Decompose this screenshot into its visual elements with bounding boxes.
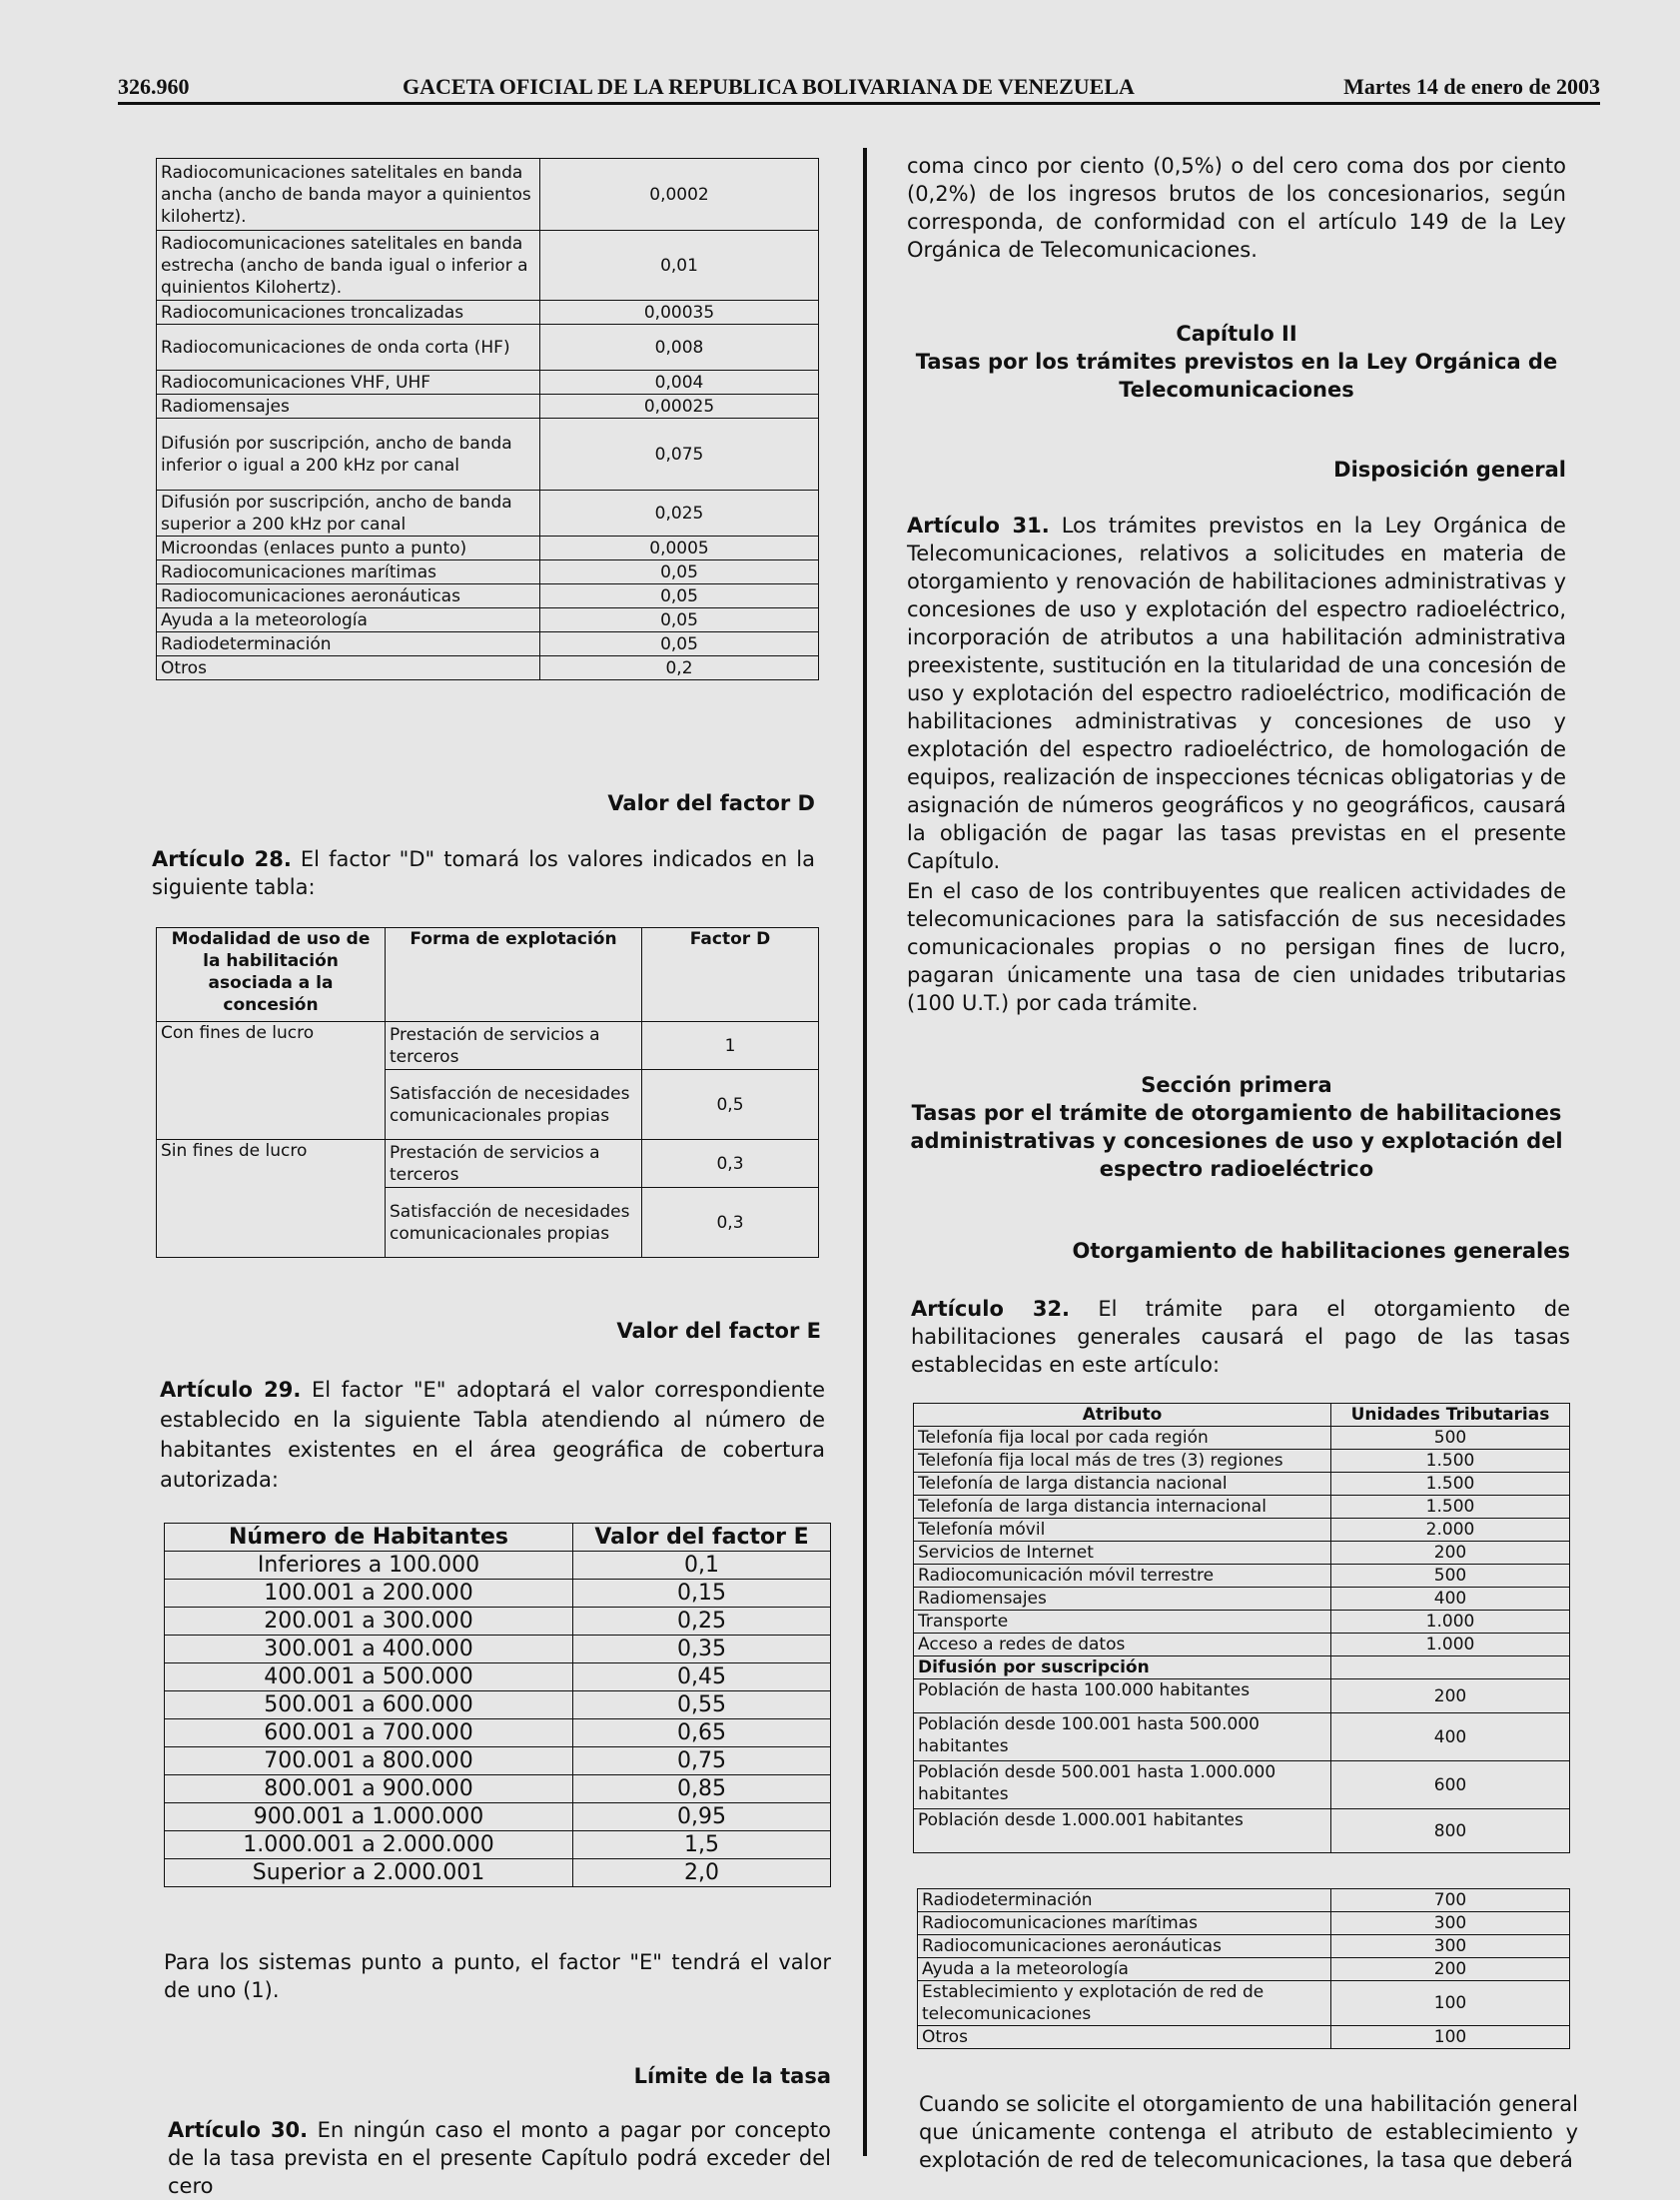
page-header — [118, 70, 1600, 105]
habilitaciones-header-atributo: Atributo — [914, 1404, 1331, 1427]
section-title: Tasas por el trámite de otorgamiento de habilitaciones administrativas y concesiones de uso y explotación del espectro radioeléctrico — [910, 1101, 1563, 1181]
factor-c-row — [157, 608, 819, 632]
article-30 — [168, 2116, 831, 2200]
factor-c-service: Radiodeterminación — [157, 632, 540, 656]
habilitacion-row — [914, 1496, 1570, 1519]
difusion-tier-label: Población de hasta 100.000 habitantes — [914, 1679, 1331, 1713]
factor-e-valor: 0,95 — [573, 1803, 831, 1831]
factor-e-habitantes: 1.000.001 a 2.000.000 — [165, 1831, 573, 1859]
difusion-tier-row — [914, 1761, 1570, 1809]
factor-d-row3-value: 0,3 — [642, 1140, 819, 1188]
factor-e-valor: 0,45 — [573, 1663, 831, 1691]
factor-c-table — [156, 158, 819, 680]
habilitaciones-table — [913, 1403, 1570, 1853]
factor-c-service: Radiocomunicaciones marítimas — [157, 560, 540, 584]
habilitacion-atributo: Transporte — [914, 1611, 1331, 1634]
factor-c-row — [157, 159, 819, 231]
factor-e-valor: 0,75 — [573, 1747, 831, 1775]
gazette-title: GACETA OFICIAL DE LA REPUBLICA BOLIVARIANA DE VENEZUELA — [403, 74, 1135, 99]
limite-heading: Límite de la tasa — [633, 2064, 831, 2088]
habilitacion-atributo: Telefonía fija local más de tres (3) regiones — [914, 1450, 1331, 1473]
difusion-tier-label: Población desde 100.001 hasta 500.000 habitantes — [914, 1713, 1331, 1761]
factor-c-row — [157, 632, 819, 656]
factor-c-row — [157, 584, 819, 608]
factor-c-row — [157, 656, 819, 680]
article-30-continuation: coma cinco por ciento (0,5%) o del cero coma dos por ciento (0,2%) de los ingresos brutos de los concesionarios, según corresponda, de conformidad con el artículo 149 de la Ley Orgánica de Telecomunicaciones. — [907, 154, 1566, 262]
habilitacion-row-2 — [918, 1935, 1570, 1958]
habilitacion-ut: 1.500 — [1331, 1473, 1570, 1496]
article-32-text: El trámite para el otorgamiento de habilitaciones generales causará el pago de las tasas establecidas en este artículo: — [911, 1297, 1570, 1377]
factor-c-value: 0,05 — [540, 560, 819, 584]
factor-c-value: 0,0002 — [540, 159, 819, 231]
factor-e-valor: 0,1 — [573, 1552, 831, 1580]
factor-e-habitantes: 200.001 a 300.000 — [165, 1608, 573, 1636]
habilitacion-row — [914, 1427, 1570, 1450]
factor-e-row — [165, 1775, 831, 1803]
factor-c-service: Difusión por suscripción, ancho de banda superior a 200 kHz por canal — [157, 491, 540, 537]
article-31 — [907, 512, 1566, 875]
factor-e-row — [165, 1663, 831, 1691]
factor-d-group-sin-lucro: Sin fines de lucro — [157, 1140, 386, 1258]
factor-e-row — [165, 1608, 831, 1636]
habilitacion-row — [914, 1542, 1570, 1565]
difusion-tier-ut: 800 — [1331, 1809, 1570, 1853]
article-29 — [160, 1375, 825, 1495]
habilitacion-atributo-2: Ayuda a la meteorología — [918, 1958, 1331, 1981]
final-paragraph: Cuando se solicite el otorgamiento de una habilitación general que únicamente contenga el atributo de establecimiento y explotación de red de telecomunicaciones, la tasa que deberá — [919, 2092, 1578, 2172]
factor-c-value: 0,00025 — [540, 395, 819, 419]
habilitacion-atributo: Acceso a redes de datos — [914, 1634, 1331, 1656]
factor-e-row — [165, 1552, 831, 1580]
habilitacion-row-2 — [918, 1912, 1570, 1935]
habilitacion-atributo: Telefonía de larga distancia internacional — [914, 1496, 1331, 1519]
article-29-text: El factor "E" adoptará el valor correspondiente establecido en la siguiente Tabla atendiendo al número de habitantes existentes en el área geográfica de cobertura autorizada: — [160, 1378, 825, 1492]
difusion-tier-label: Población desde 500.001 hasta 1.000.000 habitantes — [914, 1761, 1331, 1809]
factor-c-service: Radiocomunicaciones satelitales en banda estrecha (ancho de banda igual o inferior a quinientos Kilohertz). — [157, 231, 540, 301]
factor-c-value: 0,0005 — [540, 537, 819, 560]
habilitacion-row-2 — [918, 2026, 1570, 2049]
factor-d-row2-value: 0,5 — [642, 1070, 819, 1140]
factor-e-valor: 2,0 — [573, 1859, 831, 1887]
factor-e-row — [165, 1831, 831, 1859]
factor-e-habitantes: 100.001 a 200.000 — [165, 1580, 573, 1608]
habilitacion-row — [914, 1588, 1570, 1611]
factor-c-value: 0,008 — [540, 325, 819, 371]
chapter-number: Capítulo II — [1176, 322, 1297, 346]
factor-c-value: 0,05 — [540, 608, 819, 632]
habilitacion-ut: 2.000 — [1331, 1519, 1570, 1542]
factor-e-header-habitantes: Número de Habitantes — [165, 1524, 573, 1552]
factor-e-header-valor: Valor del factor E — [573, 1524, 831, 1552]
difusion-tier-ut: 400 — [1331, 1713, 1570, 1761]
article-31-text: Los trámites previstos en la Ley Orgánica de Telecomunicaciones, relativos a solicitudes en materia de otorgamiento y renovación de habilitaciones administrativas y concesiones de uso y explotación del espectro radioeléctrico, incorporación de atributos a una habilitación administrativa preexistente, sustitución en la titularidad de una concesión de uso y explotación del espectro radioeléctrico, modificación de habilitaciones administrativas y concesiones de uso y explotación del espectro radioeléctrico, de homologación de equipos, realización de inspecciones técnicas obligatorias y de asignación de números geográficos y no geográficos, causará la obligación de pagar las tasas previstas en el presente Capítulo. — [907, 514, 1566, 873]
habilitacion-ut-2: 100 — [1331, 2026, 1570, 2049]
factor-e-habitantes: 300.001 a 400.000 — [165, 1636, 573, 1663]
habilitacion-row — [914, 1450, 1570, 1473]
difusion-tier-row — [914, 1679, 1570, 1713]
difusion-tier-row — [914, 1713, 1570, 1761]
habilitacion-row — [914, 1611, 1570, 1634]
factor-e-habitantes: 400.001 a 500.000 — [165, 1663, 573, 1691]
habilitacion-atributo-2: Establecimiento y explotación de red de telecomunicaciones — [918, 1981, 1331, 2026]
difusion-tier-ut: 200 — [1331, 1679, 1570, 1713]
factor-c-row — [157, 537, 819, 560]
article-31-paragraph-2: En el caso de los contribuyentes que realicen actividades de telecomunicaciones para la satisfacción de sus necesidades comunicacionales propias o no persigan fines de lucro, pagaran únicamente una tasa de cien unidades tributarias (100 U.T.) por cada trámite. — [907, 879, 1566, 1015]
habilitacion-row-2 — [918, 1981, 1570, 2026]
factor-c-row — [157, 560, 819, 584]
factor-e-row — [165, 1691, 831, 1719]
factor-d-row4-value: 0,3 — [642, 1188, 819, 1258]
factor-c-service: Radiocomunicaciones aeronáuticas — [157, 584, 540, 608]
factor-d-table — [156, 927, 819, 1258]
habilitacion-ut-2: 300 — [1331, 1912, 1570, 1935]
habilitacion-atributo: Servicios de Internet — [914, 1542, 1331, 1565]
habilitacion-ut-2: 200 — [1331, 1958, 1570, 1981]
factor-c-value: 0,004 — [540, 371, 819, 395]
habilitacion-atributo-2: Radiocomunicaciones marítimas — [918, 1912, 1331, 1935]
factor-c-row — [157, 325, 819, 371]
factor-d-heading: Valor del factor D — [607, 791, 815, 815]
factor-e-heading: Valor del factor E — [616, 1319, 821, 1343]
factor-e-habitantes: 900.001 a 1.000.000 — [165, 1803, 573, 1831]
factor-c-value: 0,05 — [540, 632, 819, 656]
habilitacion-ut-2: 700 — [1331, 1889, 1570, 1912]
habilitacion-atributo: Telefonía fija local por cada región — [914, 1427, 1331, 1450]
difusion-tier-ut: 600 — [1331, 1761, 1570, 1809]
factor-d-row1-form: Prestación de servicios a terceros — [386, 1022, 642, 1070]
habilitacion-row — [914, 1473, 1570, 1496]
factor-d-row1-value: 1 — [642, 1022, 819, 1070]
factor-c-service: Microondas (enlaces punto a punto) — [157, 537, 540, 560]
factor-e-row — [165, 1803, 831, 1831]
habilitacion-atributo: Telefonía móvil — [914, 1519, 1331, 1542]
factor-c-service: Radiomensajes — [157, 395, 540, 419]
factor-c-service: Radiocomunicaciones VHF, UHF — [157, 371, 540, 395]
factor-e-habitantes: 500.001 a 600.000 — [165, 1691, 573, 1719]
habilitacion-atributo-2: Radiocomunicaciones aeronáuticas — [918, 1935, 1331, 1958]
habilitacion-ut: 1.000 — [1331, 1611, 1570, 1634]
habilitacion-row — [914, 1565, 1570, 1588]
article-32 — [911, 1295, 1570, 1379]
otorgamiento-heading: Otorgamiento de habilitaciones generales — [1072, 1239, 1570, 1263]
factor-c-value: 0,05 — [540, 584, 819, 608]
habilitacion-atributo-2: Otros — [918, 2026, 1331, 2049]
factor-c-service: Radiocomunicaciones troncalizadas — [157, 301, 540, 325]
factor-d-group-lucro: Con fines de lucro — [157, 1022, 386, 1140]
article-30-number: Artículo 30. — [168, 2118, 309, 2142]
factor-e-row — [165, 1636, 831, 1663]
page-number: 326.960 — [118, 74, 190, 99]
section-number: Sección primera — [1141, 1073, 1332, 1097]
habilitacion-ut: 1.500 — [1331, 1450, 1570, 1473]
habilitacion-atributo-2: Radiodeterminación — [918, 1889, 1331, 1912]
factor-e-row — [165, 1859, 831, 1887]
difusion-tier-row — [914, 1809, 1570, 1853]
factor-d-header-modalidad: Modalidad de uso de la habilitación asociada a la concesión — [157, 928, 386, 1022]
factor-c-row — [157, 301, 819, 325]
factor-e-valor: 1,5 — [573, 1831, 831, 1859]
factor-c-row — [157, 371, 819, 395]
factor-e-habitantes: 800.001 a 900.000 — [165, 1775, 573, 1803]
habilitacion-row-2 — [918, 1889, 1570, 1912]
habilitacion-ut: 500 — [1331, 1565, 1570, 1588]
factor-e-habitantes: 700.001 a 800.000 — [165, 1747, 573, 1775]
factor-c-service: Ayuda a la meteorología — [157, 608, 540, 632]
habilitaciones-header-ut: Unidades Tributarias — [1331, 1404, 1570, 1427]
habilitacion-ut: 1.000 — [1331, 1634, 1570, 1656]
article-31-number: Artículo 31. — [907, 514, 1050, 538]
factor-e-row — [165, 1719, 831, 1747]
factor-d-header-forma: Forma de explotación — [386, 928, 642, 1022]
habilitacion-ut: 400 — [1331, 1588, 1570, 1611]
habilitacion-ut: 500 — [1331, 1427, 1570, 1450]
factor-e-valor: 0,85 — [573, 1775, 831, 1803]
factor-c-value: 0,075 — [540, 419, 819, 491]
factor-d-row4-form: Satisfacción de necesidades comunicacionales propias — [386, 1188, 642, 1258]
factor-e-valor: 0,35 — [573, 1636, 831, 1663]
article-28-number: Artículo 28. — [152, 847, 292, 871]
factor-e-row — [165, 1580, 831, 1608]
factor-e-habitantes: Superior a 2.000.001 — [165, 1859, 573, 1887]
factor-c-service: Radiocomunicaciones satelitales en banda ancha (ancho de banda mayor a quinientos kilohertz). — [157, 159, 540, 231]
factor-c-service: Otros — [157, 656, 540, 680]
habilitacion-atributo: Radiocomunicación móvil terrestre — [914, 1565, 1331, 1588]
habilitacion-row — [914, 1519, 1570, 1542]
habilitacion-atributo: Telefonía de larga distancia nacional — [914, 1473, 1331, 1496]
difusion-row — [914, 1656, 1570, 1679]
difusion-tier-label: Población desde 1.000.001 habitantes — [914, 1809, 1331, 1853]
factor-c-row — [157, 231, 819, 301]
factor-c-row — [157, 491, 819, 537]
factor-e-habitantes: Inferiores a 100.000 — [165, 1552, 573, 1580]
habilitacion-ut-2: 100 — [1331, 1981, 1570, 2026]
article-30-text: En ningún caso el monto a pagar por concepto de la tasa prevista en el presente Capítulo podrá exceder del cero — [168, 2118, 831, 2198]
habilitacion-ut: 1.500 — [1331, 1496, 1570, 1519]
factor-e-row — [165, 1747, 831, 1775]
disposicion-heading: Disposición general — [1333, 458, 1566, 482]
factor-c-value: 0,2 — [540, 656, 819, 680]
factor-c-value: 0,00035 — [540, 301, 819, 325]
habilitacion-atributo: Radiomensajes — [914, 1588, 1331, 1611]
factor-e-table — [164, 1523, 831, 1887]
habilitacion-row — [914, 1634, 1570, 1656]
article-29-number: Artículo 29. — [160, 1378, 302, 1402]
factor-e-habitantes: 600.001 a 700.000 — [165, 1719, 573, 1747]
factor-c-row — [157, 419, 819, 491]
difusion-empty — [1331, 1656, 1570, 1679]
article-28 — [152, 845, 815, 901]
factor-e-note: Para los sistemas punto a punto, el factor "E" tendrá el valor de uno (1). — [164, 1950, 831, 2002]
factor-d-header-factor: Factor D — [642, 928, 819, 1022]
factor-e-valor: 0,65 — [573, 1719, 831, 1747]
chapter-title: Tasas por los trámites previstos en la Ley Orgánica de Telecomunicaciones — [915, 350, 1558, 402]
factor-c-row — [157, 395, 819, 419]
factor-d-row2-form: Satisfacción de necesidades comunicacionales propias — [386, 1070, 642, 1140]
article-28-text: El factor "D" tomará los valores indicados en la siguiente tabla: — [152, 847, 815, 899]
column-divider — [863, 148, 867, 2156]
factor-c-service: Radiocomunicaciones de onda corta (HF) — [157, 325, 540, 371]
habilitacion-ut-2: 300 — [1331, 1935, 1570, 1958]
difusion-label: Difusión por suscripción — [914, 1656, 1331, 1679]
factor-e-valor: 0,55 — [573, 1691, 831, 1719]
habilitacion-ut: 200 — [1331, 1542, 1570, 1565]
issue-date: Martes 14 de enero de 2003 — [1343, 74, 1600, 99]
factor-d-row3-form: Prestación de servicios a terceros — [386, 1140, 642, 1188]
article-32-number: Artículo 32. — [911, 1297, 1071, 1321]
factor-e-valor: 0,15 — [573, 1580, 831, 1608]
factor-c-value: 0,01 — [540, 231, 819, 301]
habilitacion-row-2 — [918, 1958, 1570, 1981]
factor-c-value: 0,025 — [540, 491, 819, 537]
habilitaciones-table-2 — [917, 1888, 1570, 2049]
factor-c-service: Difusión por suscripción, ancho de banda inferior o igual a 200 kHz por canal — [157, 419, 540, 491]
factor-e-valor: 0,25 — [573, 1608, 831, 1636]
